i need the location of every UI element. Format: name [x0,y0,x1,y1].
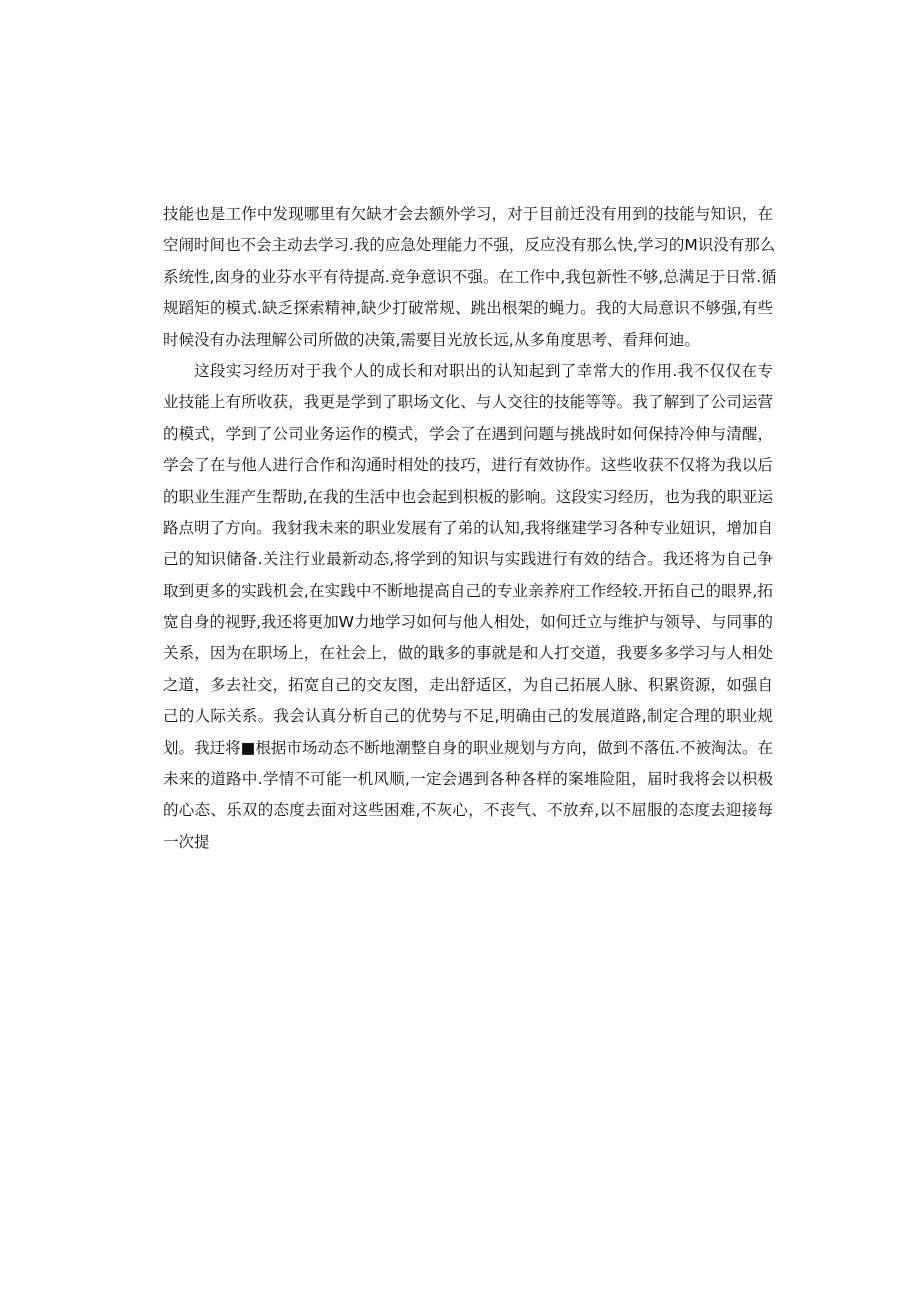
text-line: 规蹈矩的模式.缺乏探索精神,缺少打破常规、跳出根架的蝇力。我的大局意识不够强,有些 [163,299,773,318]
text-line: 划。我迂将■根据市场动态不断地潮整自身的职业规划与方向，做到不落伍.不被淘汰。在 [163,738,773,757]
text-line: 时候没有办法理解公司所做的决策,需要目光放长远,从多角度思考、看拜何迪。 [163,330,700,349]
text-line: 的模式，学到了公司业务运作的模式，学会了在遇到问题与挑战时如何保持冷伸与清醒， [163,424,773,443]
paragraph-2 [163,356,773,858]
text-line: 宽自身的视野,我还将更加W力地学习如何与他人相处，如何迁立与维护与领导、与同事的 [163,613,773,632]
text-line: 学会了在与他人进行合作和沟通时相处的技巧，进行有效协作。这些收获不仅将为我以后 [163,456,773,475]
text-line: 系统性,囱身的业芬水平有待提高.竞争意识不强。在工作中,我包新性不够,总满足于日常.循 [163,267,777,286]
text-line: 一次提 [163,832,210,851]
document-body [163,199,777,858]
text-line: 空闹时间也不会主动去学习.我的应急处理能力不强，反应没有那么快,学习的M识没有那么 [163,236,776,255]
text-line: 路点明了方向。我豺我未来的职业发展有了弟的认知,我将继建学习各种专业妞识，增加自 [163,518,773,537]
text-line: 技能也是工作中发现哪里有欠缺才会去额外学习，对于目前迁没有用到的技能与知识，在 [163,205,773,223]
paragraph-1 [163,199,777,356]
text-line: 取到更多的实践机会,在实践中不断地提高自己的专业亲养府工作经较.开拓自己的眼界,拓 [163,581,773,600]
text-line: 关系，因为在职场上，在社会上，做的戢多的事就是和人打交道，我要多多学习与人相处 [163,644,773,663]
text-line: 业技能上有所收获，我更是学到了职场文化、与人交往的技能等等。我了解到了公司运营 [163,393,773,412]
text-line: 的心态、乐双的态度去面对这些困难,不灰心，不丧气、不放弃,以不屈服的态度去迎接每 [163,801,773,820]
text-line: 之道，多去社交，拓宽自己的交友图，走出舒适区，为自己拓展人脉、积累资源，如强自 [163,675,773,694]
text-line: 己的知识储备.关注行业最新动态,将学到的知识与实践进行有效的结合。我还将为自己争 [163,550,773,569]
text-line: 这段实习经历对于我个人的成长和对职出的认知起到了幸常大的作用.我不仅仅在专 [194,361,773,380]
text-line: 未来的道路中.学情不可能一机风顺,一定会遇到各种各样的案堆险阻，届时我将会以枳极 [163,770,773,789]
text-line: 己的人际关系。我会认真分析自己的优势与不足,明确由己的发展道路,制定合理的职业规 [163,707,773,726]
text-line: 的职业生涯产生帮助,在我的生活中也会起到枳板的影响。这段实习经历，也为我的职亚运 [163,487,773,506]
